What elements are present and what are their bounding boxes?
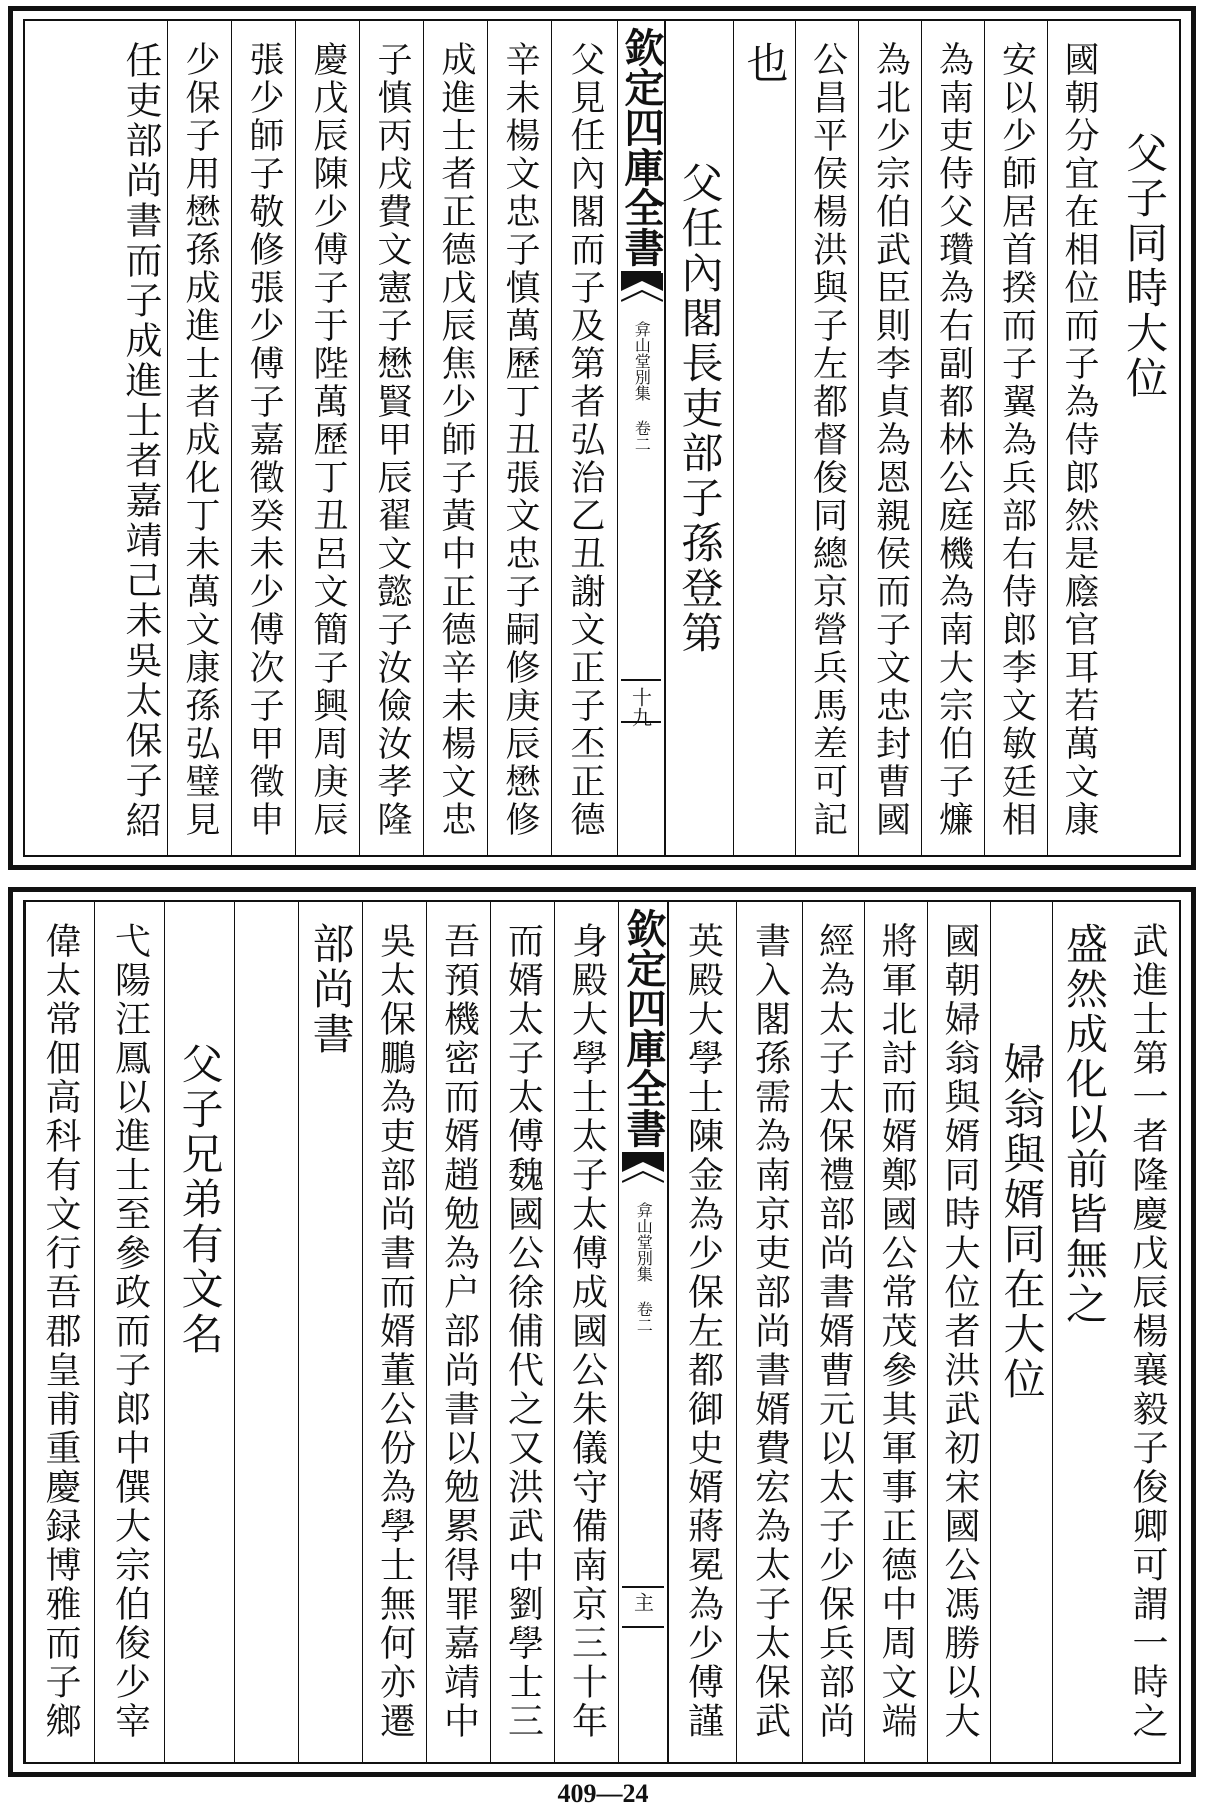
text-column — [423, 21, 487, 855]
text-line: 慶戊辰陳少傅子于陛萬歷丁丑呂文簡子興周庚辰 — [308, 41, 348, 839]
text-column — [990, 902, 1052, 1762]
folio-number: 主 — [630, 1592, 655, 1612]
text-line: 安以少師居首揆而子翼為兵部右侍郎李文敏廷相 — [996, 41, 1037, 839]
text-column — [490, 902, 554, 1762]
text-column — [25, 902, 94, 1762]
text-line: 偉太常佃高科有文行吾郡皇甫重慶録博雅而子鄉 — [40, 922, 81, 1741]
fishtail-mark-icon — [621, 273, 663, 303]
lower-text-frame — [23, 900, 1181, 1764]
book-subtitle: 弇山堂別集 卷二 — [634, 1202, 654, 1333]
text-column — [554, 902, 618, 1762]
text-column — [927, 902, 990, 1762]
text-line: 盛然成化以前皆無之 — [1060, 922, 1109, 1327]
text-column — [426, 902, 490, 1762]
text-line: 弋陽汪鳳以進士至參政而子郎中僎大宗伯俊少宰 — [109, 922, 151, 1741]
text-line: 辛未楊文忠子慎萬歷丁丑張文忠子嗣修庚辰懋修 — [500, 41, 540, 839]
page-center-band — [617, 21, 665, 855]
section-heading: 父子同時大位 — [1120, 131, 1169, 401]
text-line: 而婿太子太傅魏國公徐俌代之又洪武中劉學士三 — [502, 922, 544, 1741]
text-column — [668, 902, 736, 1762]
lower-page-panel — [8, 887, 1196, 1777]
text-line: 為南吏侍父瓚為右副都林公庭機為南大宗伯子燫 — [933, 41, 974, 839]
text-column — [1115, 902, 1179, 1762]
text-line: 任吏部尚書而子成進士者嘉靖己未吳太保子紹 — [119, 41, 162, 841]
text-column — [551, 21, 617, 855]
upper-text-frame — [23, 19, 1181, 857]
text-column — [802, 902, 864, 1762]
text-column — [298, 902, 362, 1762]
book-title: 欽定四庫全書 — [620, 908, 667, 1148]
section-heading: 父子兄弟有文名 — [175, 1042, 225, 1357]
text-line: 國朝婦翁與婿同時大位者洪武初宋國公馮勝以大 — [939, 922, 980, 1741]
text-column — [864, 902, 927, 1762]
text-column — [795, 21, 858, 855]
upper-page-panel — [8, 6, 1196, 870]
text-line: 書入閣孫需為南京吏部尚書婿費宏為太子太保武 — [749, 922, 791, 1741]
text-column — [1052, 902, 1115, 1762]
text-column — [921, 21, 984, 855]
text-line: 父見任內閣而子及第者弘治乙丑謝文正子丕正德 — [565, 41, 605, 839]
text-column — [234, 902, 298, 1762]
section-heading: 婦翁與婿同在大位 — [997, 1042, 1047, 1402]
section-heading: 父任內閣長吏部子孫登第 — [675, 161, 725, 656]
page-center-band — [618, 902, 668, 1762]
text-line: 張少師子敬修張少傅子嘉徵癸未少傅次子甲徵申 — [244, 41, 284, 839]
text-column — [295, 21, 359, 855]
text-column — [665, 21, 733, 855]
text-line: 武進士第一者隆慶戊辰楊襄毅子俊卿可謂一時之 — [1127, 922, 1168, 1741]
text-line: 英殿大學士陳金為少保左都御史婿蔣冕為少傅謹 — [682, 922, 724, 1741]
text-column — [164, 902, 234, 1762]
text-line: 成進士者正德戊辰焦少師子黃中正德辛未楊文忠 — [436, 41, 476, 839]
page-number: 409—24 — [557, 1779, 649, 1808]
text-column — [1047, 21, 1109, 855]
text-line: 部尚書 — [306, 922, 356, 1057]
text-column — [231, 21, 295, 855]
folio-number: 十九 — [628, 687, 653, 727]
text-column — [733, 21, 795, 855]
text-line: 也 — [740, 41, 790, 86]
text-line: 吳太保鵬為吏部尚書而婿董公份為學士無何亦遷 — [374, 922, 416, 1741]
text-line: 身殿大學士太子太傅成國公朱儀守備南京三十年 — [566, 922, 608, 1741]
text-line: 為北少宗伯武臣則李貞為恩親侯而子文忠封曹國 — [870, 41, 911, 839]
text-column — [858, 21, 921, 855]
text-column — [1109, 21, 1179, 855]
text-line: 少保子用懋孫成進士者成化丁未萬文康孫弘璧見 — [180, 41, 220, 839]
text-line: 吾預機密而婿趙勉為户部尚書以勉累得罪嘉靖中 — [438, 922, 480, 1741]
text-column — [487, 21, 551, 855]
book-subtitle: 弇山堂別集 卷二 — [632, 321, 652, 452]
text-column — [736, 902, 802, 1762]
text-line: 國朝分宜在相位而子為侍郎然是廕官耳若萬文康 — [1059, 41, 1099, 839]
text-line: 經為太子太保禮部尚書婿曹元以太子少保兵部尚 — [813, 922, 855, 1741]
text-line: 將軍北討而婿鄭國公常茂參其軍事正德中周文端 — [876, 922, 917, 1741]
text-column — [25, 21, 167, 855]
text-column — [167, 21, 231, 855]
text-column — [984, 21, 1047, 855]
book-title: 欽定四庫全書 — [618, 27, 665, 267]
text-column — [94, 902, 164, 1762]
text-column — [362, 902, 426, 1762]
text-column — [359, 21, 423, 855]
fishtail-mark-icon — [622, 1154, 664, 1184]
text-line: 子慎丙戌費文憲子懋賢甲辰翟文懿子汝儉汝孝隆 — [372, 41, 412, 839]
text-line: 公昌平侯楊洪與子左都督俊同總京營兵馬差可記 — [807, 41, 848, 839]
